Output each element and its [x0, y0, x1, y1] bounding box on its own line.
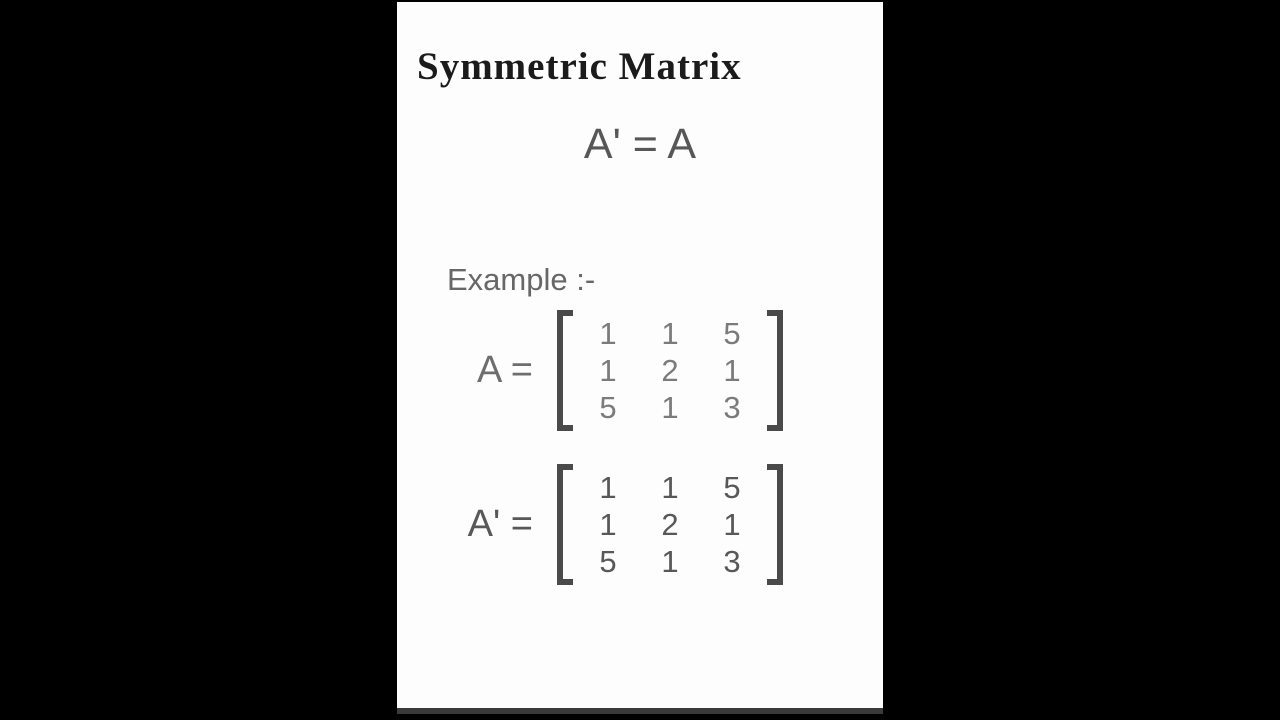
matrix-cell: 1: [661, 316, 679, 351]
matrix-cell: 3: [723, 390, 741, 425]
example-label: Example :-: [447, 262, 596, 297]
matrix-cell: 1: [661, 544, 679, 579]
matrix-a-transpose: [557, 464, 783, 585]
page-title: Symmetric Matrix: [417, 45, 742, 88]
matrix-cell: 1: [599, 316, 617, 351]
matrix-cell: 5: [599, 390, 617, 425]
matrix-a-grid: [573, 310, 767, 431]
right-bracket-icon: [767, 464, 783, 585]
matrix-cell: 1: [599, 470, 617, 505]
right-bracket-icon: [767, 310, 783, 431]
matrix-a-transpose-block: [397, 464, 783, 585]
symmetric-matrix-equation: A' = A: [583, 120, 697, 168]
matrix-a: [557, 310, 783, 431]
matrix-cell: 5: [599, 544, 617, 579]
matrix-cell: 2: [661, 507, 679, 542]
left-bracket-icon: [557, 464, 573, 585]
matrix-cell: 1: [599, 353, 617, 388]
matrix-cell: 1: [599, 507, 617, 542]
matrix-cell: 3: [723, 544, 741, 579]
matrix-cell: 1: [723, 353, 741, 388]
matrix-a-transpose-grid: [573, 464, 767, 585]
matrix-cell: 5: [723, 316, 741, 351]
matrix-a-transpose-label: A' =: [467, 503, 533, 545]
matrix-cell: 2: [661, 353, 679, 388]
matrix-a-label: A =: [477, 349, 533, 391]
matrix-cell: 5: [723, 470, 741, 505]
matrix-cell: 1: [661, 470, 679, 505]
matrix-cell: 1: [661, 390, 679, 425]
slide-panel: [397, 2, 883, 714]
matrix-a-block: [397, 310, 783, 431]
left-bracket-icon: [557, 310, 573, 431]
matrix-cell: 1: [723, 507, 741, 542]
